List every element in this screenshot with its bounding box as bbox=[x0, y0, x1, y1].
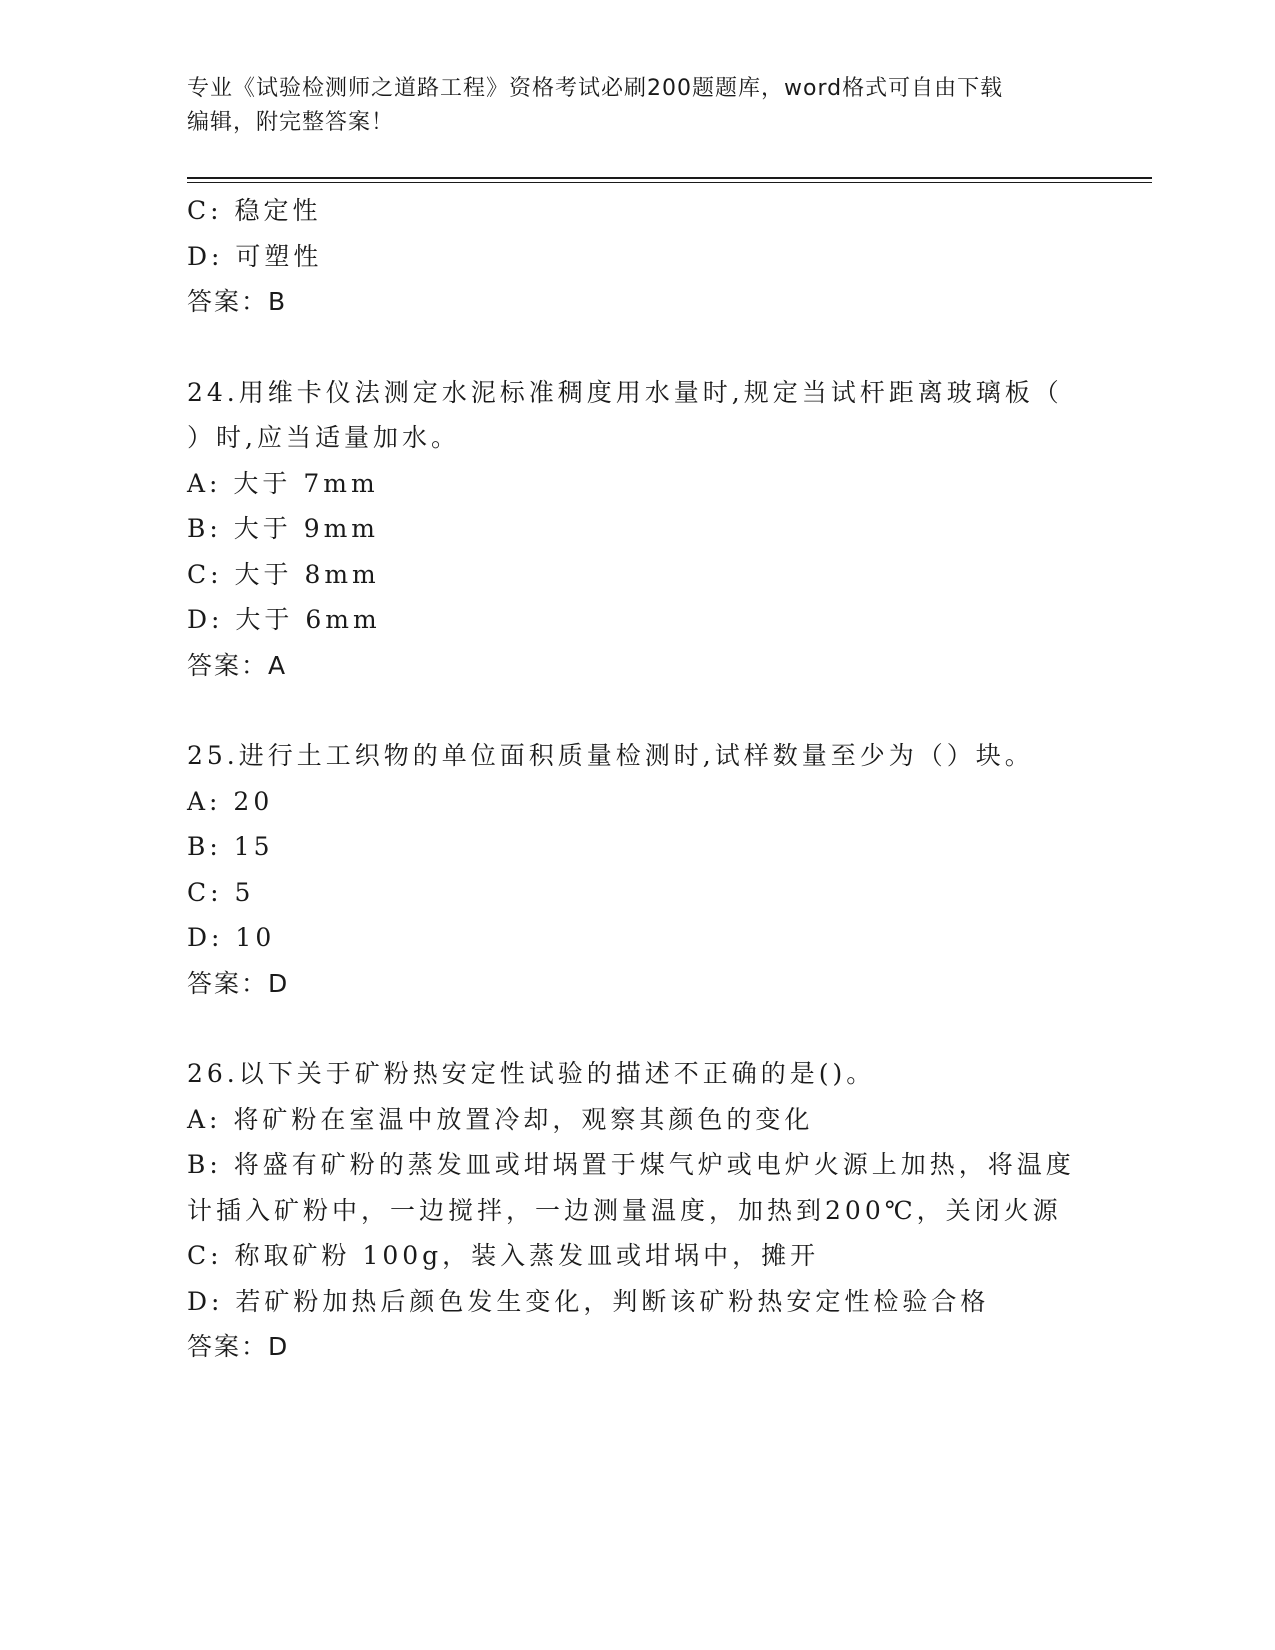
question-25 bbox=[187, 733, 1087, 1006]
option-c: C: 称取矿粉 100g，装入蒸发皿或坩埚中，摊开 bbox=[187, 1241, 820, 1270]
option-d: D: 若矿粉加热后颜色发生变化，判断该矿粉热安定性检验合格 bbox=[187, 1286, 990, 1316]
spacer bbox=[187, 325, 1087, 370]
header-line-2: 编辑，附完整答案！ bbox=[187, 110, 395, 135]
option-c: C: 大于 8mm bbox=[187, 559, 380, 589]
header-line-1: 专业《试验检测师之道路工程》资格考试必刷200题题库，word格式可自由下载 bbox=[187, 76, 1004, 101]
question-24 bbox=[187, 370, 1087, 689]
document-header bbox=[187, 72, 1087, 140]
question-stem: 25.进行土工织物的单位面积质量检测时,试样数量至少为（）块。 bbox=[187, 741, 1034, 770]
spacer bbox=[187, 1006, 1087, 1051]
document-body bbox=[187, 188, 1087, 1370]
question-stem-continued: ）时,应当适量加水。 bbox=[187, 423, 460, 452]
answer-line: 答案：B bbox=[187, 287, 288, 316]
option-a: A: 20 bbox=[187, 786, 274, 816]
option-c: C: 稳定性 bbox=[187, 196, 322, 225]
option-b: B: 将盛有矿粉的蒸发皿或坩埚置于煤气炉或电炉火源上加热，将温度 bbox=[187, 1150, 1075, 1179]
question-stem: 24.用维卡仪法测定水泥标准稠度用水量时,规定当试杆距离玻璃板（ bbox=[187, 377, 1063, 407]
option-d: D: 可塑性 bbox=[187, 241, 323, 271]
header-rule-thin bbox=[187, 182, 1152, 183]
option-d: D: 10 bbox=[187, 923, 276, 952]
option-a: A: 将矿粉在室温中放置冷却，观察其颜色的变化 bbox=[187, 1104, 814, 1134]
option-d: D: 大于 6mm bbox=[187, 605, 381, 634]
option-c: C: 5 bbox=[187, 877, 255, 907]
answer-line: 答案：D bbox=[187, 1332, 290, 1361]
option-a: A: 大于 7mm bbox=[187, 468, 379, 498]
answer-line: 答案：D bbox=[187, 968, 290, 998]
question-23 bbox=[187, 188, 1087, 325]
question-stem: 26.以下关于矿粉热安定性试验的描述不正确的是()。 bbox=[187, 1059, 876, 1088]
answer-line: 答案：A bbox=[187, 650, 288, 680]
spacer bbox=[187, 688, 1087, 733]
option-b-continued: 计插入矿粉中，一边搅拌，一边测量温度，加热到200℃，关闭火源 bbox=[187, 1195, 1062, 1225]
option-b: B: 15 bbox=[187, 832, 274, 861]
header-rule-thick bbox=[187, 177, 1152, 179]
option-b: B: 大于 9mm bbox=[187, 514, 380, 543]
question-26 bbox=[187, 1051, 1087, 1370]
